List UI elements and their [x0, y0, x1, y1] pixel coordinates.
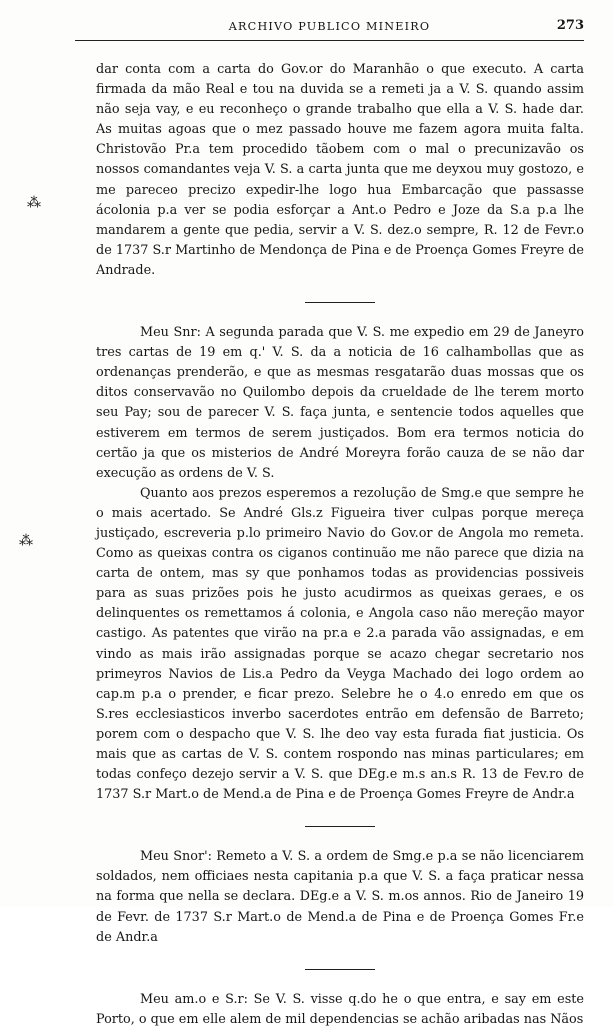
running-head: [75, 16, 584, 38]
running-title: ARCHIVO PUBLICO MINEIRO: [228, 20, 431, 33]
header-rule: [75, 40, 584, 41]
letter-paragraph: Meu am.o e S.r: Se V. S. visse q.do he o que entra, e say em este Porto, o que em elle alem de mil dependencias se achão aribadas nas Nãos: [96, 991, 584, 1027]
letter-paragraph: Meu Snr: A segunda parada que V. S. me expedio em 29 de Janeyro tres cartas de 19 em q.' V. S. da a noticia de 16 calhambollas que as ordenanças prenderão, e que as mesmas resgatarão duas mossas que os ditos conservavão no Quilombo depois da crueldade de lhe terem morto seu Pay; sou de parecer V. S. faça junta, e sentencie todos aquelles que estiverem em termos de serem justiçados. Bom era termos noticia do certão ja que os misterios de André Moreyra forão cauza de se não dar execução as ordens de V. S.: [96, 325, 584, 481]
margin-mark: ⁂: [27, 195, 41, 211]
page-number: 273: [556, 18, 584, 33]
letter-paragraph: Quanto aos prezos esperemos a rezolução de Smg.e que sempre he o mais acertado. Se André Gls.z Figueira tiver culpas porque mereça justiçado, escreveria p.lo primeiro Navio do Gov.or de Angola mo remeta. Como as queixas contra os ciganos continuão me não parece que dizia na carta de ontem, mas sy que ponhamos todas as providencias possiveis para as suas prizões pois he justo acudirmos as queixas geraes, e os delinquentes os remettamos á colonia, e Angola caso não mereção mayor castigo. As patentes que virão na pr.a e 2.a parada vão assignadas, e em vindo as mais irão assignadas porque se acazo chegar secretario nos primeyros Navios de Lis.a Pedro da Veyga Machado dei logo ordem ao cap.m p.a o prender, e ficar prezo. Selebre he o 4.o enredo em que os S.res ecclesiasticos inverbo sacerdotes entrão em defensão de Barreto; porem com o despacho que V. S. lhe deo vay esta furada fiat justicia. Os mais que as cartas de V. S. contem rospondo nas minas particulares; em todas confeço dezejo servir a V. S. que DEg.e m.s an.s R. 13 de Fev.ro de 1737 S.r Mart.o de Mend.a de Pina e de Proença Gomes Freyre de Andr.a: [96, 485, 584, 803]
text-body: [96, 60, 584, 1030]
letter-paragraph: Meu Snor': Remeto a V. S. a ordem de Smg.e p.a se não licenciarem soldados, nem officiaes nesta capitania p.a que V. S. a faça praticar nessa na forma que nella se declara. DEg.e a V. S. m.os annos. Rio de Janeiro 19 de Fevr. de 1737 S.r Mart.o de Mend.a de Pina e de Proença Gomes Fr.e de Andr.a: [96, 849, 584, 945]
letter-continuation: dar conta com a carta do Gov.or do Maranhão o que executo. A carta firmada da mão Real e tou na duvida se a remeti ja a V. S. quando assim não seja vay, e eu reconheço o grande trabalho que ella a V. S. hade dar. As muitas agoas que o mez passado houve me fazem agora muita falta. Christovão Pr.a tem procedido tãobem com o mal o precunizavão os nossos comandantes veja V. S. a carta junta que me deyxou muy gostozo, e me pareceo precizo expedir-lhe logo hua Embarcação que passasse ácolonia p.a ver se podia esforçar a Ant.o Pedro e Joze da S.a p.a lhe mandarem a gente que pedia, servir a V. S. dez.o sempre, R. 12 de Fevr.o de 1737 S.r Martinho de Mendonça de Pina e de Proença Gomes Freyre de Andrade.: [96, 62, 584, 278]
margin-mark: ⁂: [19, 533, 33, 549]
